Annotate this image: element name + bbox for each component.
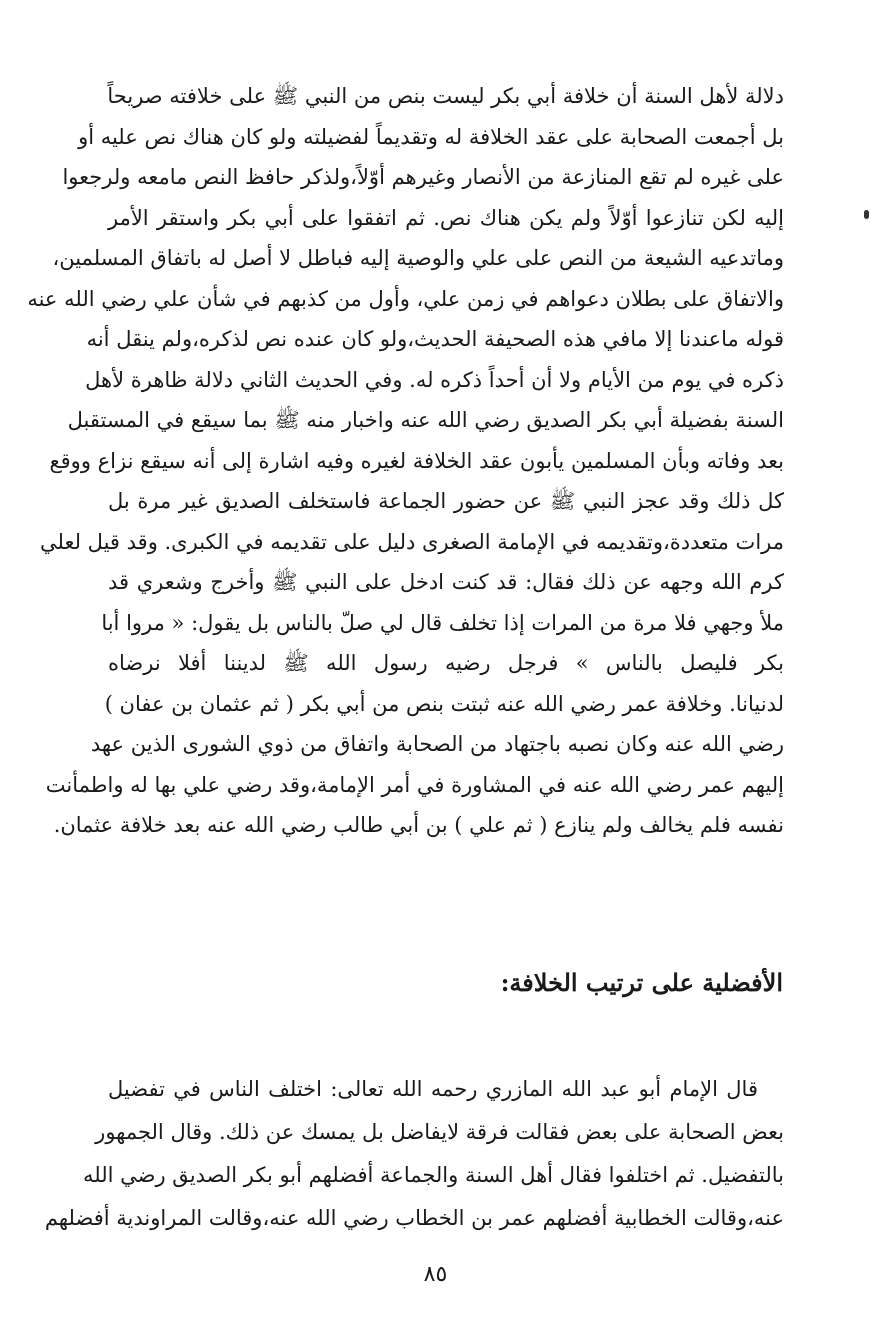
margin-mark xyxy=(864,210,869,219)
text-line: كرم الله وجهه عن ذلك فقال: قد كنت ادخل على النبي ﷺ وأخرج وشعري قد xyxy=(108,570,784,594)
text-line: كل ذلك وقد عجز النبي ﷺ عن حضور الجماعة فاستخلف الصديق غير مرة بل xyxy=(108,489,784,513)
text-line: على غيره لم تقع المنازعة من الأنصار وغيرهم أوّلاً،ولذكر حافظ النص مامعه ولرجعوا xyxy=(62,165,784,189)
text-line: لدنيانا. وخلافة عمر رضي الله عنه ثبتت بنص من أبي بكر ( ثم عثمان بن عفان ) xyxy=(104,691,784,716)
paragraph-preference-order xyxy=(44,1068,784,1240)
text-line: بل أجمعت الصحابة على عقد الخلافة له وتقديماً لفضيلته ولو كان هناك نص عليه أو xyxy=(78,124,784,149)
text-line: دلالة لأهل السنة أن خلافة أبي بكر ليست بنص من النبي ﷺ على خلافته صريحاً xyxy=(107,84,784,108)
text-line: وماتدعيه الشيعة من النص على علي والوصية إليه فباطل لا أصل له باتفاق المسلمين، xyxy=(52,246,784,270)
text-line: ذكره في يوم من الأيام ولا أن أحداً ذكره له. وفي الحديث الثاني دلالة ظاهرة لأهل xyxy=(85,367,784,392)
text-line-first: قال الإمام أبو عبد الله المازري رحمه الله تعالى: اختلف الناس في تفضيل xyxy=(108,1077,758,1101)
text-line: السنة بفضيلة أبي بكر الصديق رضي الله عنه واخبار منه ﷺ بما سيقع في المستقبل xyxy=(67,408,784,432)
text-line: رضي الله عنه وكان نصبه باجتهاد من الصحابة واتفاق من ذوي الشورى الذين عهد xyxy=(90,732,784,756)
text-line: إليه لكن تنازعوا أوّلاً ولم يكن هناك نص. ثم اتفقوا على أبي بكر واستقر الأمر xyxy=(108,205,784,230)
text-line: بعض الصحابة على بعض فقالت فرقة لايفاضل بل يمسك عن ذلك. وقال الجمهور xyxy=(95,1120,784,1144)
page-number: ٨٥ xyxy=(423,1262,448,1287)
text-line: عنه،وقالت الخطابية أفضلهم عمر بن الخطاب رضي الله عنه،وقالت المراوندية أفضلهم xyxy=(44,1206,784,1230)
text-line: بالتفضيل. ثم اختلفوا فقال أهل السنة والجماعة أفضلهم أبو بكر الصديق رضي الله xyxy=(82,1163,784,1187)
text-line: قوله ماعندنا إلا مافي هذه الصحيفة الحديث،ولو كان عنده نص لذكره،ولم ينقل أنه xyxy=(86,327,784,351)
text-line: إليهم عمر رضي الله عنه في المشاورة في أمر الإمامة،وقد رضي علي بها له واطمأنت xyxy=(45,772,784,797)
section-heading: الأفضلية على ترتيب الخلافة: xyxy=(500,968,783,997)
text-line: مرات متعددة،وتقديمه في الإمامة الصغرى دليل على تقديمه في الكبرى. وقد قيل لعلي xyxy=(40,529,784,554)
text-line: ملأ وجهي فلا مرة من المرات إذا تخلف قال لي صلّ بالناس بل يقول: « مروا أبا xyxy=(101,610,784,635)
text-line: والاتفاق على بطلان دعواهم في زمن علي، وأول من كذبهم في شأن علي رضي الله عنه xyxy=(27,286,784,311)
text-line-last: نفسه فلم يخالف ولم ينازع ( ثم علي ) بن أبي طالب رضي الله عنه بعد خلافة عثمان. xyxy=(53,813,784,837)
text-line: بعد وفاته وبأن المسلمين يأبون عقد الخلافة لغيره وفيه اشارة إلى أنه سيقع نزاع ووقع xyxy=(49,448,784,473)
paragraph-caliphate-evidence xyxy=(27,76,784,846)
text-line: بكر فليصل بالناس » فرجل رضيه رسول الله ﷺ لديننا أفلا نرضاه xyxy=(108,651,784,675)
